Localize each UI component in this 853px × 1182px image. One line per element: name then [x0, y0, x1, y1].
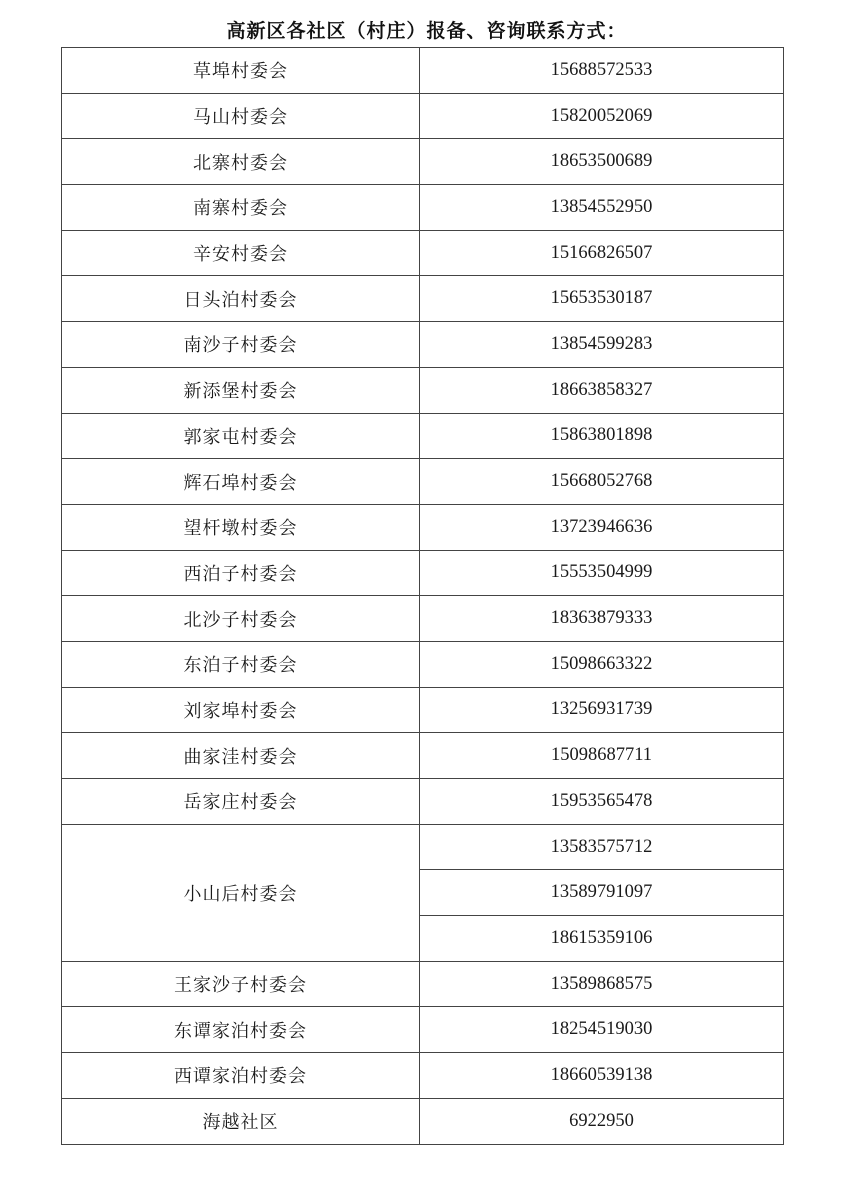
committee-name-cell: 王家沙子村委会 [62, 961, 420, 1007]
phone-number-cell: 18663858327 [420, 367, 784, 413]
table-row [62, 413, 784, 459]
committee-name-cell: 辉石埠村委会 [62, 459, 420, 505]
committee-name-cell: 东泊子村委会 [62, 641, 420, 687]
phone-number-cell: 13723946636 [420, 504, 784, 550]
phone-number-cell: 15668052768 [420, 459, 784, 505]
table-row [62, 1053, 784, 1099]
committee-name-cell: 草埠村委会 [62, 48, 420, 94]
table-row [62, 687, 784, 733]
phone-number-cell: 15098663322 [420, 641, 784, 687]
committee-name-cell: 海越社区 [62, 1098, 420, 1144]
table-row [62, 1098, 784, 1144]
phone-number-cell: 18615359106 [420, 916, 784, 962]
phone-number-cell: 15688572533 [420, 48, 784, 94]
table-row [62, 276, 784, 322]
table-row [62, 596, 784, 642]
table-row [62, 641, 784, 687]
table-row [62, 459, 784, 505]
table-row [62, 550, 784, 596]
committee-name-cell: 南沙子村委会 [62, 322, 420, 368]
phone-number-cell: 18363879333 [420, 596, 784, 642]
table-row [62, 779, 784, 825]
contacts-table [61, 47, 784, 1145]
phone-number-cell: 15166826507 [420, 230, 784, 276]
contacts-table-body [62, 48, 784, 1145]
table-row [62, 185, 784, 231]
table-row [62, 48, 784, 94]
committee-name-cell: 东谭家泊村委会 [62, 1007, 420, 1053]
committee-name-cell: 西泊子村委会 [62, 550, 420, 596]
table-row [62, 504, 784, 550]
committee-name-cell: 岳家庄村委会 [62, 779, 420, 825]
table-row [62, 733, 784, 779]
table-row [62, 93, 784, 139]
table-row [62, 1007, 784, 1053]
phone-number-cell: 13589868575 [420, 961, 784, 1007]
phone-number-cell: 13583575712 [420, 824, 784, 870]
committee-name-cell: 北寨村委会 [62, 139, 420, 185]
committee-name-cell: 望杆墩村委会 [62, 504, 420, 550]
committee-name-cell: 日头泊村委会 [62, 276, 420, 322]
phone-number-cell: 13589791097 [420, 870, 784, 916]
committee-name-cell: 辛安村委会 [62, 230, 420, 276]
committee-name-cell: 曲家洼村委会 [62, 733, 420, 779]
committee-name-cell: 西谭家泊村委会 [62, 1053, 420, 1099]
committee-name-cell: 马山村委会 [62, 93, 420, 139]
phone-number-cell: 15953565478 [420, 779, 784, 825]
table-row [62, 824, 784, 870]
table-row [62, 367, 784, 413]
committee-name-cell: 北沙子村委会 [62, 596, 420, 642]
phone-number-cell: 15098687711 [420, 733, 784, 779]
phone-number-cell: 15653530187 [420, 276, 784, 322]
phone-number-cell: 18254519030 [420, 1007, 784, 1053]
phone-number-cell: 15553504999 [420, 550, 784, 596]
phone-number-cell: 18653500689 [420, 139, 784, 185]
phone-number-cell: 6922950 [420, 1098, 784, 1144]
phone-number-cell: 13854599283 [420, 322, 784, 368]
phone-number-cell: 13854552950 [420, 185, 784, 231]
table-row [62, 139, 784, 185]
table-row [62, 322, 784, 368]
phone-number-cell: 15820052069 [420, 93, 784, 139]
table-row [62, 230, 784, 276]
committee-name-cell: 郭家屯村委会 [62, 413, 420, 459]
committee-name-cell: 南寨村委会 [62, 185, 420, 231]
page-title: 高新区各社区（村庄）报备、咨询联系方式： [226, 20, 627, 42]
table-row [62, 961, 784, 1007]
committee-name-cell: 新添堡村委会 [62, 367, 420, 413]
phone-number-cell: 18660539138 [420, 1053, 784, 1099]
phone-number-cell: 13256931739 [420, 687, 784, 733]
committee-name-cell: 刘家埠村委会 [62, 687, 420, 733]
committee-name-cell: 小山后村委会 [62, 824, 420, 961]
phone-number-cell: 15863801898 [420, 413, 784, 459]
